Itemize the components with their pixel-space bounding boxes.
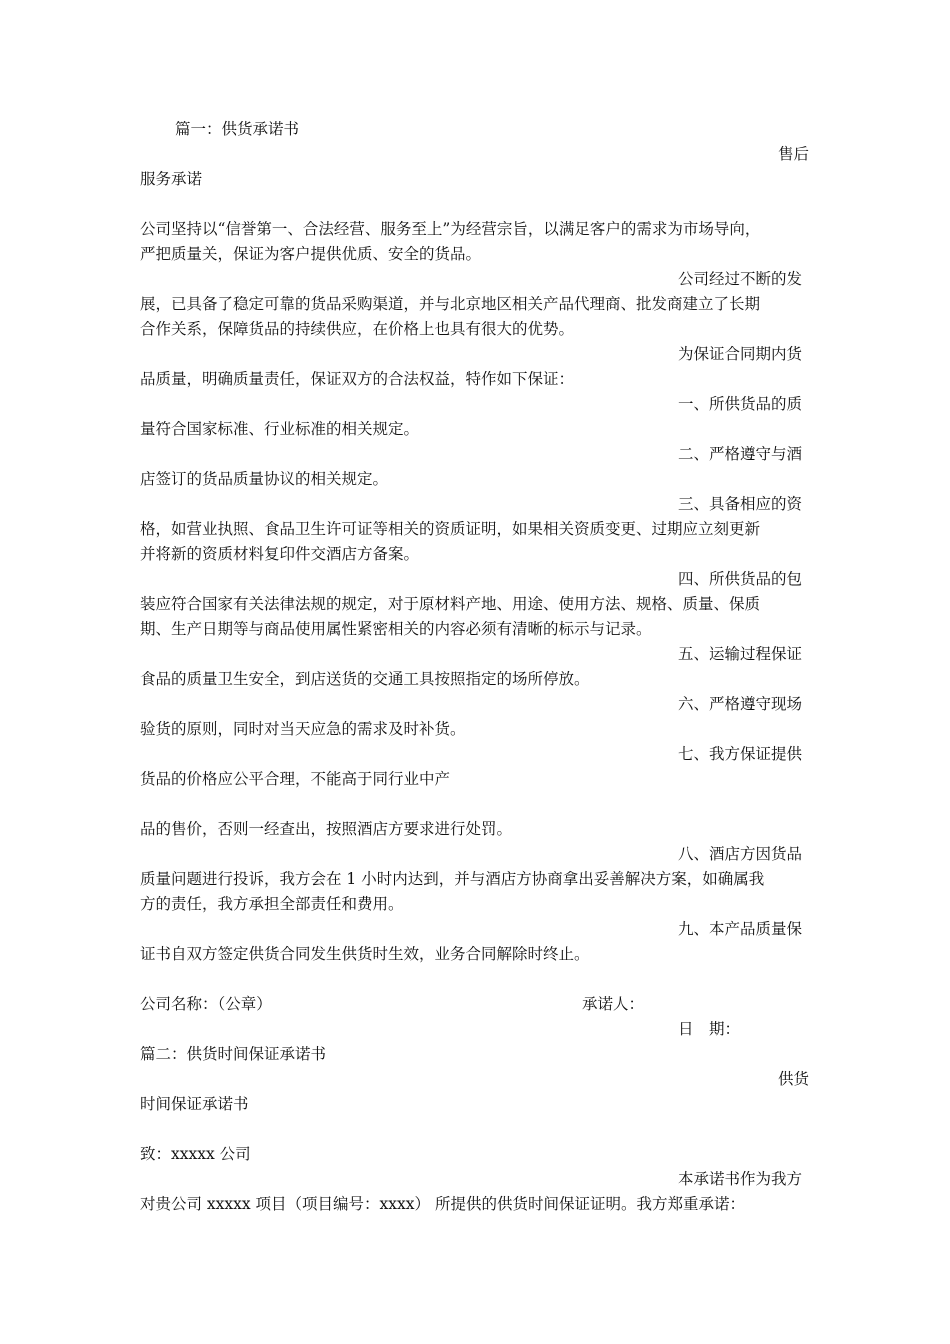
paragraph-line: 本承诺书作为我方 (678, 1170, 803, 1188)
clause-line: 品的售价，否则一经查出，按照酒店方要求进行处罚。 (140, 820, 513, 838)
paragraph-line: 公司经过不断的发 (678, 270, 803, 288)
clause-line: 五、运输过程保证 (678, 645, 803, 663)
clause-line: 四、所供货品的包 (678, 570, 803, 588)
paragraph-line: 品质量，明确质量责任，保证双方的合法权益，特作如下保证： (140, 370, 575, 388)
heading-fragment: 服务承诺 (140, 170, 203, 188)
heading-fragment: 供货 (778, 1070, 810, 1088)
clause-line: 八、酒店方因货品 (678, 845, 803, 863)
heading-fragment: 时间保证承诺书 (140, 1095, 249, 1113)
clause-line: 六、严格遵守现场 (678, 695, 803, 713)
paragraph-line: 严把质量关，保证为客户提供优质、安全的货品。 (140, 245, 482, 263)
clause-line: 七、我方保证提供 (678, 745, 803, 763)
paragraph-line: 对贵公司 xxxxx 项目（项目编号：xxxx） 所提供的供货时间保证证明。我方郑重承诺： (140, 1195, 745, 1213)
clause-line: 二、严格遵守与酒 (678, 445, 803, 463)
heading-fragment: 售后 (778, 145, 810, 163)
clause-line: 三、具备相应的资 (678, 495, 803, 513)
clause-line: 方的责任，我方承担全部责任和费用。 (140, 895, 404, 913)
date-label: 日 期： (678, 1020, 741, 1038)
paragraph-line: 展，已具备了稳定可靠的货品采购渠道，并与北京地区相关产品代理商、批发商建立了长期 (140, 295, 761, 313)
paragraph-line: 为保证合同期内货 (678, 345, 803, 363)
section-title-1: 篇一：供货承诺书 (175, 120, 300, 138)
promisor-label: 承诺人： (582, 995, 645, 1013)
company-name-label: 公司名称：（公章） (140, 995, 272, 1013)
clause-line: 并将新的资质材料复印件交酒店方备案。 (140, 545, 420, 563)
recipient-line: 致：xxxxx 公司 (140, 1145, 251, 1163)
clause-line: 货品的价格应公平合理，不能高于同行业中产 (140, 770, 451, 788)
clause-line: 九、本产品质量保 (678, 920, 803, 938)
clause-line: 食品的质量卫生安全，到店送货的交通工具按照指定的场所停放。 (140, 670, 590, 688)
clause-line: 证书自双方签定供货合同发生供货时生效，业务合同解除时终止。 (140, 945, 590, 963)
clause-line: 量符合国家标准、行业标准的相关规定。 (140, 420, 420, 438)
section-title-2: 篇二：供货时间保证承诺书 (140, 1045, 327, 1063)
clause-line: 质量问题进行投诉，我方会在 1 小时内达到，并与酒店方协商拿出妥善解决方案，如确属我 (140, 870, 765, 888)
clause-line: 期、生产日期等与商品使用属性紧密相关的内容必须有清晰的标示与记录。 (140, 620, 652, 638)
clause-line: 格，如营业执照、食品卫生许可证等相关的资质证明，如果相关资质变更、过期应立刻更新 (140, 520, 761, 538)
clause-line: 一、所供货品的质 (678, 395, 803, 413)
paragraph-line: 公司坚持以“信誉第一、合法经营、服务至上”为经营宗旨，以满足客户的需求为市场导向， (140, 220, 761, 238)
clause-line: 验货的原则，同时对当天应急的需求及时补货。 (140, 720, 466, 738)
clause-line: 店签订的货品质量协议的相关规定。 (140, 470, 389, 488)
clause-line: 装应符合国家有关法律法规的规定，对于原材料产地、用途、使用方法、规格、质量、保质 (140, 595, 761, 613)
paragraph-line: 合作关系，保障货品的持续供应，在价格上也具有很大的优势。 (140, 320, 575, 338)
